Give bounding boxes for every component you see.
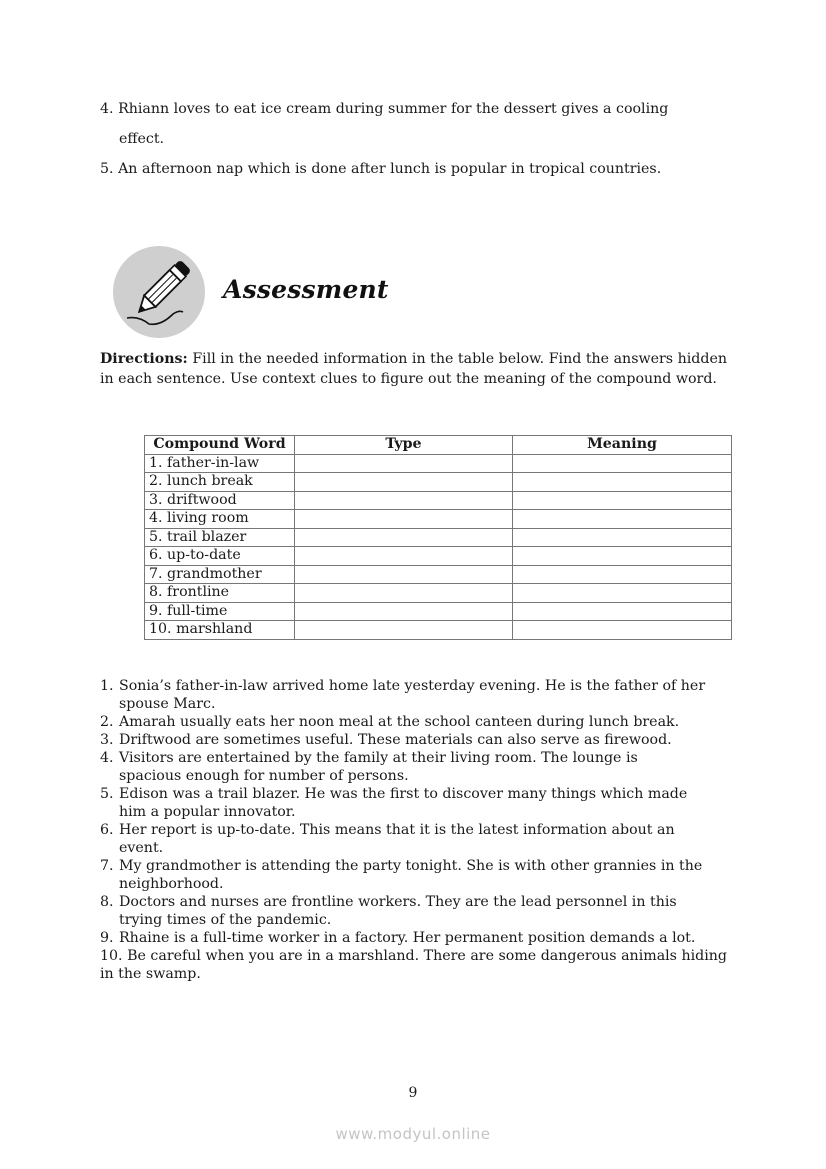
type-cell[interactable]	[295, 584, 513, 603]
sentence-text-continued: him a popular innovator.	[119, 804, 296, 820]
sentence-7	[100, 857, 727, 893]
sentence-text: Edison was a trail blazer. He was the first to discover many things which made	[119, 786, 688, 802]
sentence-9	[100, 929, 727, 947]
type-cell[interactable]	[295, 602, 513, 621]
type-cell[interactable]	[295, 547, 513, 566]
sentence-1	[100, 677, 727, 713]
meaning-cell[interactable]	[513, 621, 732, 640]
sentence-text-continued: spacious enough for number of persons.	[119, 768, 409, 784]
table-row	[145, 565, 732, 584]
compound-word-cell: 6. up-to-date	[145, 547, 295, 566]
table-row	[145, 621, 732, 640]
meaning-cell[interactable]	[513, 602, 732, 621]
sentence-3	[100, 731, 727, 749]
sentence-text: Sonia’s father-in-law arrived home late yesterday evening. He is the father of her	[119, 678, 706, 694]
compound-word-cell: 9. full-time	[145, 602, 295, 621]
previous-item-4-continuation: effect.	[119, 131, 165, 147]
item-text: Rhiann loves to eat ice cream during summer for the dessert gives a cooling	[118, 101, 669, 117]
compound-word-cell: 3. driftwood	[145, 491, 295, 510]
sentence-number: 8.	[100, 894, 114, 910]
previous-item-4	[100, 101, 668, 117]
sentence-number: 3.	[100, 732, 114, 748]
meaning-cell[interactable]	[513, 454, 732, 473]
sentence-number: 2.	[100, 714, 114, 730]
sentence-number: 6.	[100, 822, 114, 838]
meaning-cell[interactable]	[513, 491, 732, 510]
sentence-number: 5.	[100, 786, 114, 802]
sentence-text-continued: trying times of the pandemic.	[119, 912, 332, 928]
sentence-text: Driftwood are sometimes useful. These materials can also serve as firewood.	[119, 732, 672, 748]
table-row	[145, 491, 732, 510]
sentence-10: 10. Be careful when you are in a marshland. There are some dangerous animals hiding in the swamp.	[100, 948, 727, 982]
type-cell[interactable]	[295, 473, 513, 492]
table-row	[145, 584, 732, 603]
meaning-cell[interactable]	[513, 565, 732, 584]
type-cell[interactable]	[295, 454, 513, 473]
meaning-cell[interactable]	[513, 584, 732, 603]
sentence-text: Amarah usually eats her noon meal at the school canteen during lunch break.	[119, 714, 680, 730]
compound-word-cell: 8. frontline	[145, 584, 295, 603]
header-meaning: Meaning	[513, 436, 732, 455]
sentence-text-continued: event.	[119, 840, 164, 856]
directions-text: Fill in the needed information in the table below. Find the answers hidden in each sentence. Use context clues to figure out the meaning of the compound word.	[100, 351, 727, 387]
sentence-text-continued: neighborhood.	[119, 876, 224, 892]
pencil-icon	[113, 246, 205, 338]
sentence-2	[100, 713, 727, 731]
meaning-cell[interactable]	[513, 510, 732, 529]
type-cell[interactable]	[295, 528, 513, 547]
compound-word-cell: 4. living room	[145, 510, 295, 529]
directions	[100, 350, 727, 389]
sentence-number: 1.	[100, 678, 114, 694]
compound-word-cell: 2. lunch break	[145, 473, 295, 492]
sentence-number: 4.	[100, 750, 114, 766]
assessment-table	[144, 435, 732, 640]
sentence-4	[100, 749, 727, 785]
table-row	[145, 528, 732, 547]
type-cell[interactable]	[295, 510, 513, 529]
compound-word-cell: 7. grandmother	[145, 565, 295, 584]
item-number: 5.	[100, 161, 114, 177]
item-text: An afternoon nap which is done after lunch is popular in tropical countries.	[118, 161, 662, 177]
table-row	[145, 510, 732, 529]
sentence-number: 7.	[100, 858, 114, 874]
compound-word-cell: 5. trail blazer	[145, 528, 295, 547]
header-compound-word: Compound Word	[145, 436, 295, 455]
sentence-text: Rhaine is a full-time worker in a factory. Her permanent position demands a lot.	[119, 930, 696, 946]
page-number: 9	[408, 1085, 418, 1101]
sentence-text-continued: spouse Marc.	[119, 696, 216, 712]
sentence-text: My grandmother is attending the party tonight. She is with other grannies in the	[119, 858, 703, 874]
compound-word-cell: 1. father-in-law	[145, 454, 295, 473]
sentence-number: 9.	[100, 930, 114, 946]
type-cell[interactable]	[295, 621, 513, 640]
table-row	[145, 602, 732, 621]
type-cell[interactable]	[295, 491, 513, 510]
sentence-5	[100, 785, 727, 821]
sentence-text: Her report is up-to-date. This means that it is the latest information about an	[119, 822, 675, 838]
compound-word-cell: 10. marshland	[145, 621, 295, 640]
sentence-text: Doctors and nurses are frontline workers. They are the lead personnel in this	[119, 894, 677, 910]
meaning-cell[interactable]	[513, 528, 732, 547]
sentence-text: Visitors are entertained by the family at their living room. The lounge is	[119, 750, 638, 766]
meaning-cell[interactable]	[513, 547, 732, 566]
previous-item-5	[100, 161, 661, 177]
header-type: Type	[295, 436, 513, 455]
sentence-6	[100, 821, 727, 857]
meaning-cell[interactable]	[513, 473, 732, 492]
sentence-8	[100, 893, 727, 929]
table-row	[145, 547, 732, 566]
watermark: www.modyul.online	[335, 1125, 491, 1143]
table-header-row	[145, 436, 732, 455]
item-number: 4.	[100, 101, 114, 117]
type-cell[interactable]	[295, 565, 513, 584]
table-row	[145, 454, 732, 473]
table-row	[145, 473, 732, 492]
directions-label: Directions:	[100, 351, 188, 367]
section-title: Assessment	[223, 275, 389, 304]
